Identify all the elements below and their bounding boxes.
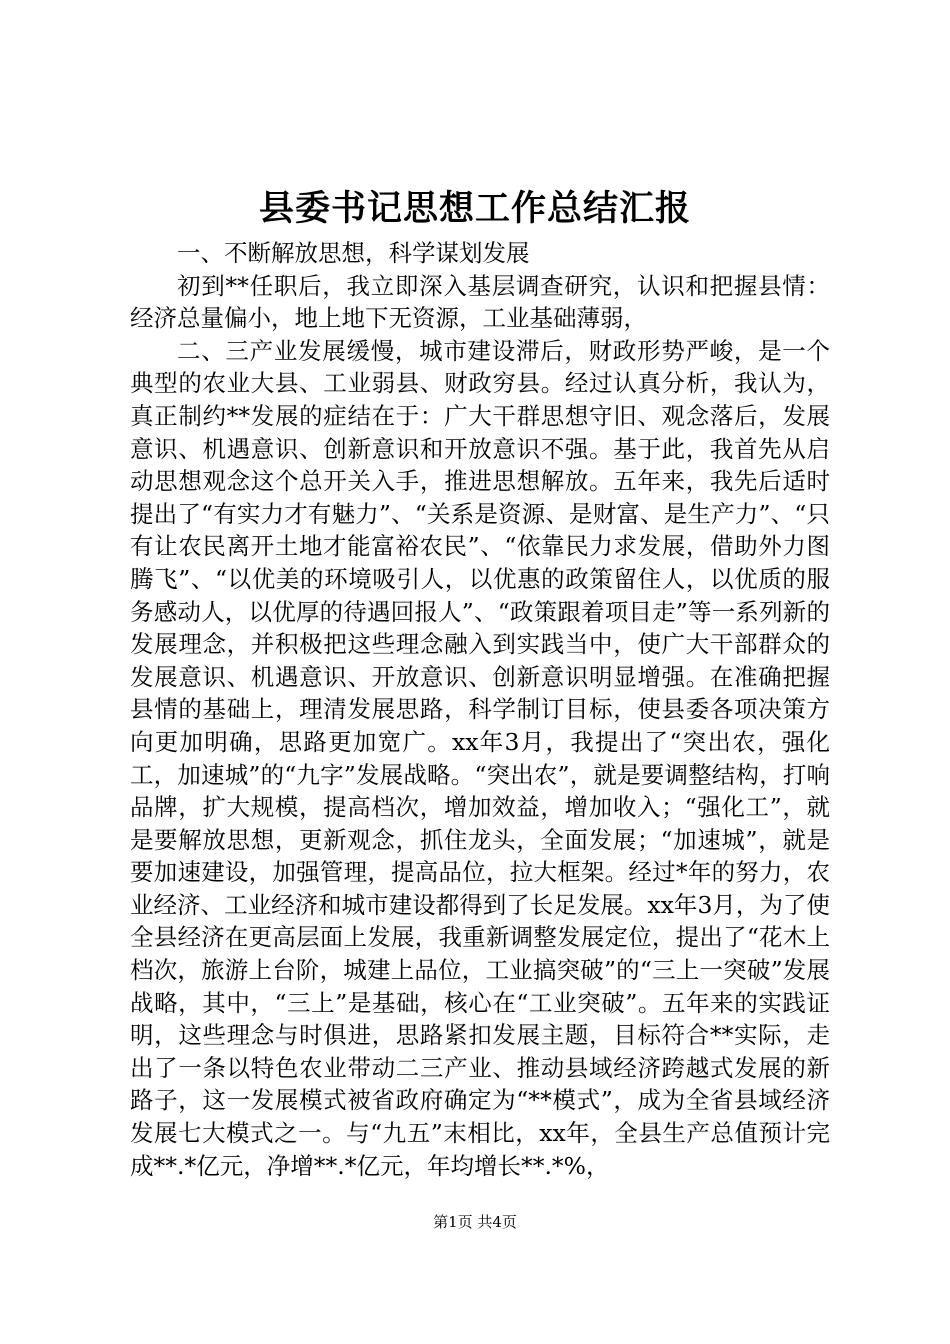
paragraph: 初到**任职后，我立即深入基层调查研究，认识和把握县情：经济总量偏小，地上地下无资源，工业基础薄弱， bbox=[130, 271, 830, 333]
document-title: 县委书记思想工作总结汇报 bbox=[258, 188, 691, 229]
paragraph: 二、三产业发展缓慢，城市建设滞后，财政形势严峻，是一个典型的农业大县、工业弱县、财政穷县。经过认真分析，我认为，真正制约**发展的症结在于：广大干群思想守旧、观念落后，发展意识、机遇意识、创新意识和开放意识不强。基于此，我首先从启动思想观念这个总开关入手，推进思想解放。五年来，我先后适时提出了“有实力才有魅力”、“关系是资源、是财富、是生产力”、“只有让农民离开土地才能富裕农民”、“依靠民力求发展，借助外力图腾飞”、“以优美的环境吸引人，以优惠的政策留住人，以优质的服务感动人，以优厚的待遇回报人”、“政策跟着项目走”等一系列新的发展理念，并积极把这些理念融入到实践当中，使广大干部群众的发展意识、机遇意识、开放意识、创新意识明显增强。在准确把握县情的基础上，理清发展思路，科学制订目标，使县委各项决策方向更加明确，思路更加宽广。xx年3月，我提出了“突出农，强化工，加速城”的“九字”发展战略。“突出农”，就是要调整结构，打响品牌，扩大规模，提高档次，增加效益，增加收入；“强化工”，就是要解放思想，更新观念，抓住龙头，全面发展；“加速城”，就是要加速建设，加强管理，提高品位，拉大框架。经过*年的努力，农业经济、工业经济和城市建设都得到了长足发展。xx年3月，为了使全县经济在更高层面上发展，我重新调整发展定位，提出了“花木上档次，旅游上台阶，城建上品位，工业搞突破”的“三上一突破”发展战略，其中，“三上”是基础，核心在“工业突破”。五年来的实践证明，这些理念与时俱进，思路紧扣发展主题，目标符合**实际，走出了一条以特色农业带动二三产业、推动县域经济跨越式发展的新路子，这一发展模式被省政府确定为“**模式”，成为全省县域经济发展七大模式之一。与“九五”末相比，xx年，全县生产总值预计完成**.*亿元，净增**.*亿元，年均增长**.*%， bbox=[130, 336, 830, 1180]
document-body bbox=[130, 237, 830, 1182]
section-heading: 一、不断解放思想，科学谋划发展 bbox=[177, 239, 530, 267]
page-footer: 第1页 共4页 bbox=[433, 1213, 517, 1231]
